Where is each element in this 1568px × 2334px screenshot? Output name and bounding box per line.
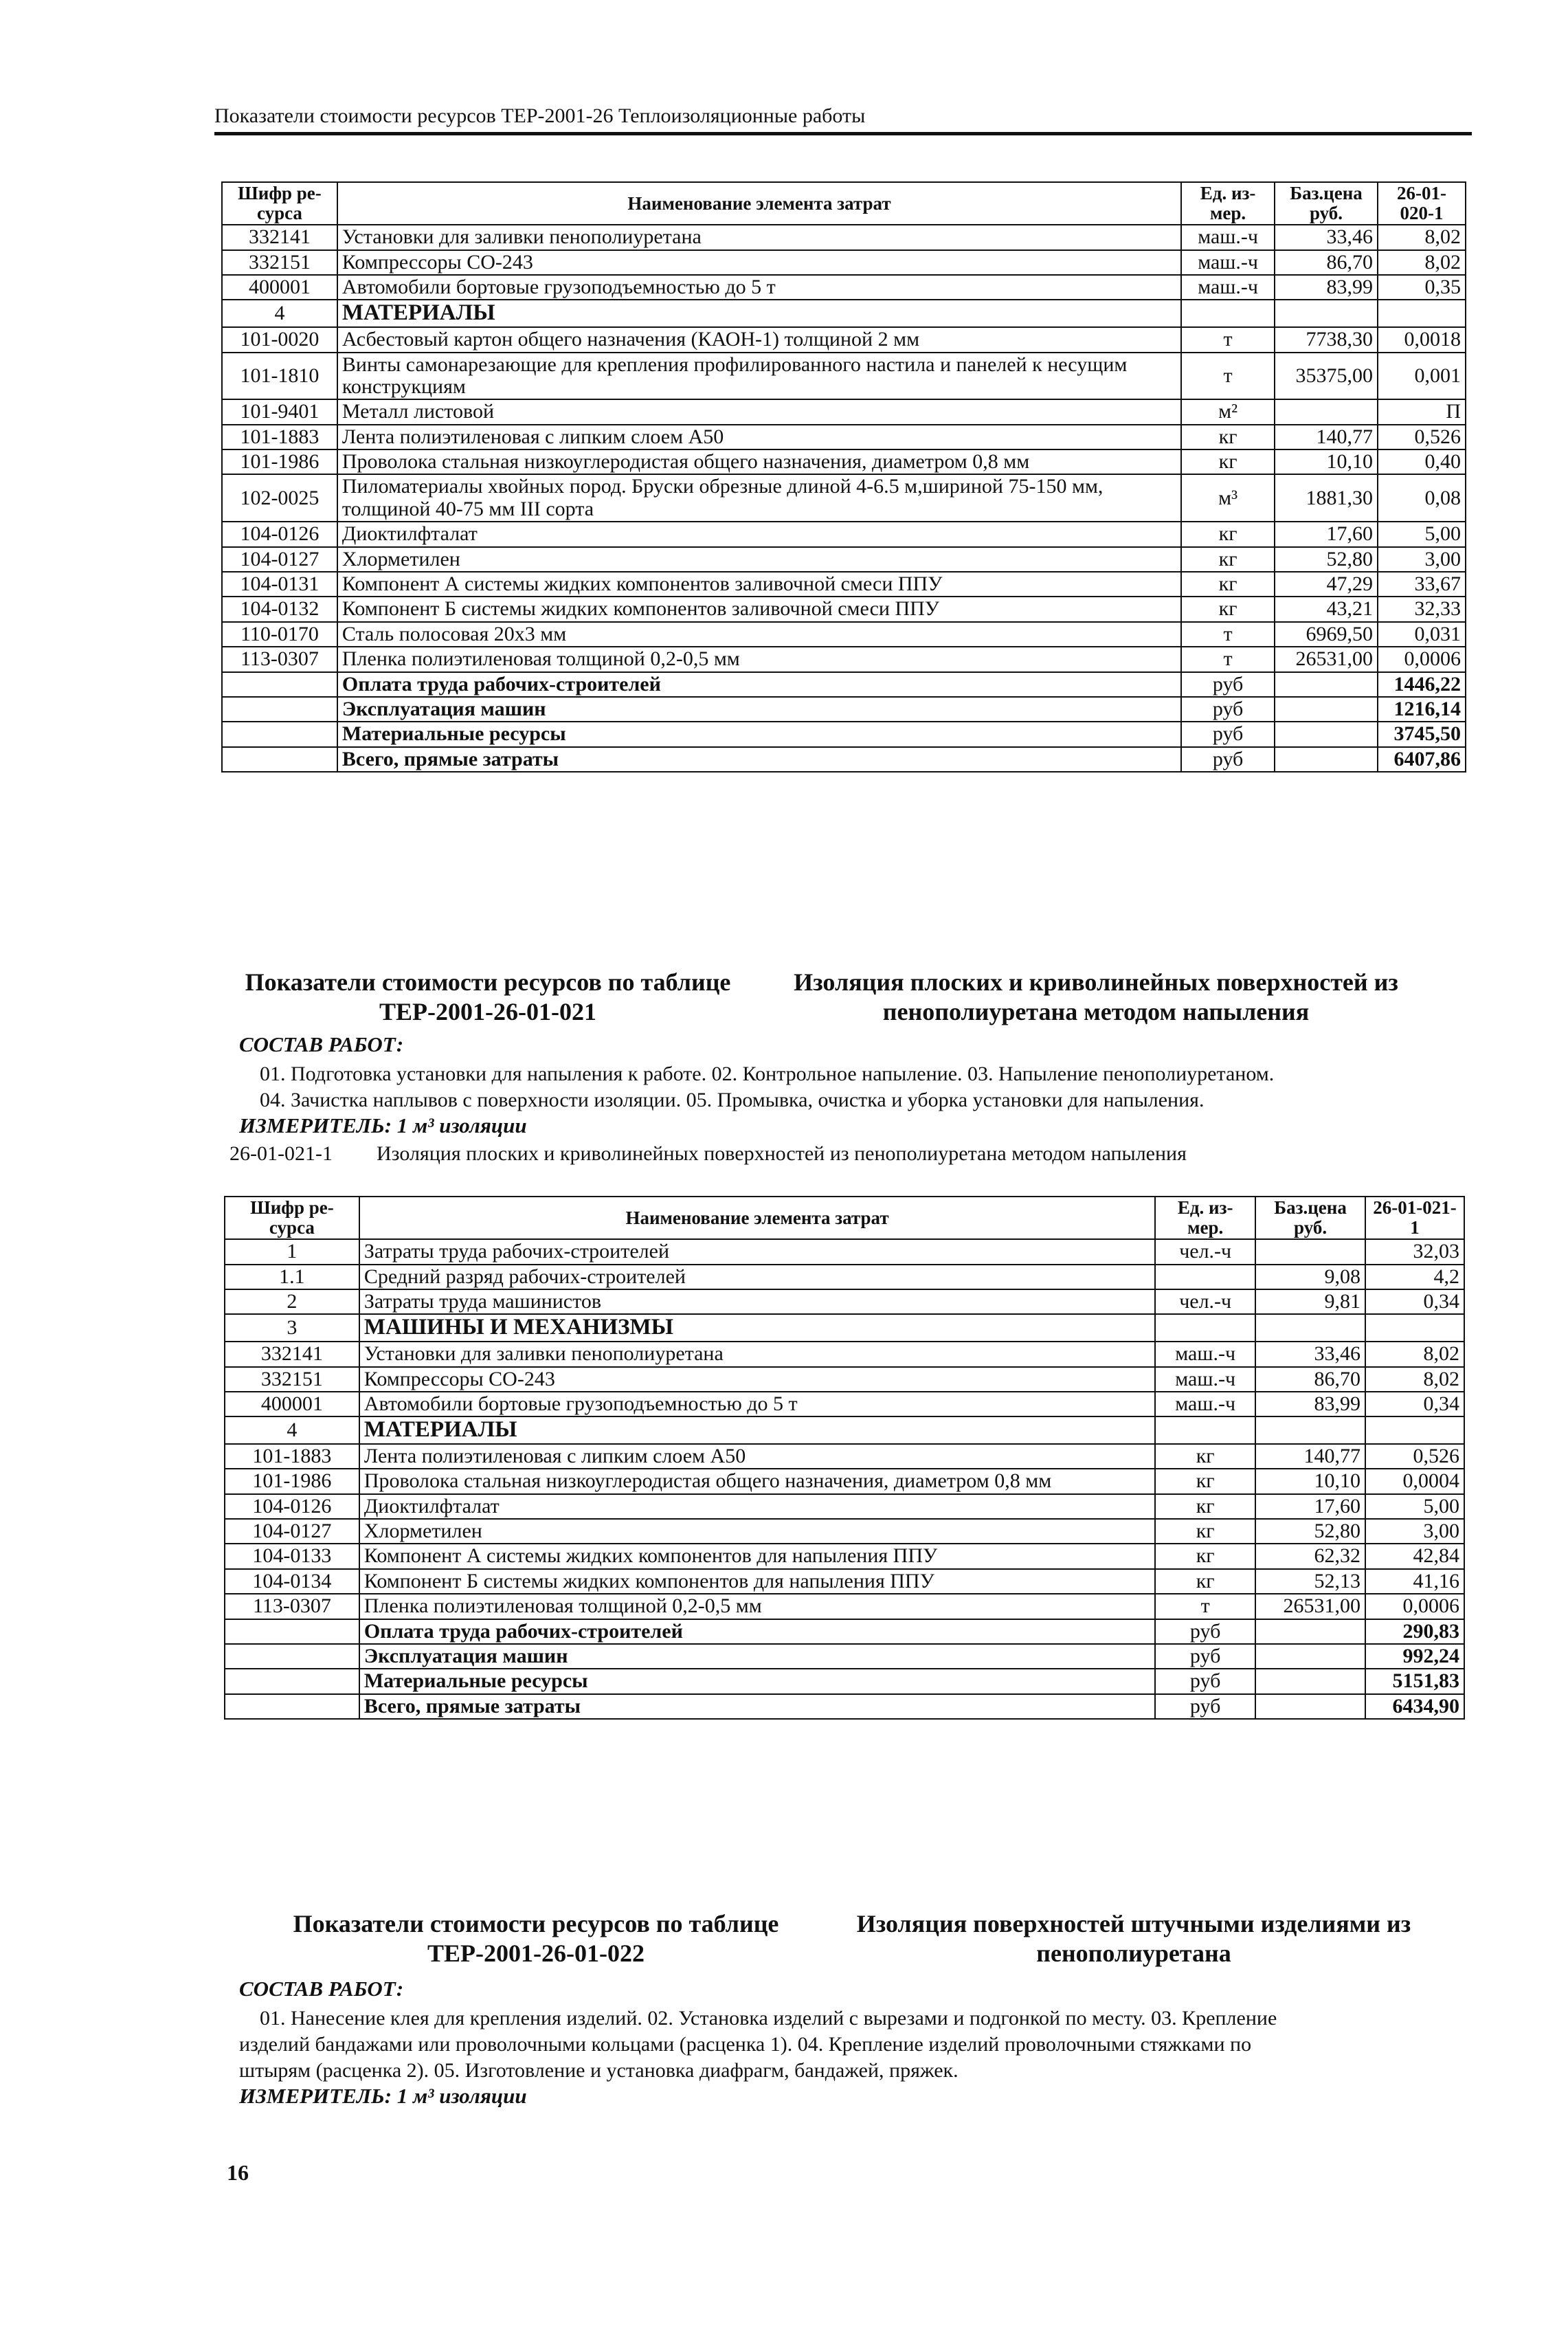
cell-unit: т bbox=[1181, 647, 1275, 671]
resource-table-26-01-021 bbox=[224, 1196, 1465, 1720]
section-row bbox=[225, 1416, 1464, 1444]
section-row bbox=[222, 300, 1466, 327]
cell-value: 5,00 bbox=[1365, 1494, 1464, 1519]
cell-name: Компонент Б системы жидких компонентов заливочной смеси ППУ bbox=[337, 597, 1181, 621]
block2-izmeritel: ИЗМЕРИТЕЛЬ: 1 м³ изоляции bbox=[239, 1113, 527, 1137]
cell-name: Металл листовой bbox=[337, 399, 1181, 424]
cell-code: 332141 bbox=[225, 1342, 359, 1366]
cell-code: 104-0127 bbox=[225, 1519, 359, 1544]
cell-value: 0,34 bbox=[1365, 1392, 1464, 1416]
table-row bbox=[222, 225, 1466, 249]
cell-name: Компонент А системы жидких компонентов заливочной смеси ППУ bbox=[337, 572, 1181, 597]
cell-name: Оплата труда рабочих-строителей bbox=[337, 672, 1181, 697]
cell-code: 101-1986 bbox=[225, 1469, 359, 1493]
cell-name: Эксплуатация машин bbox=[337, 697, 1181, 722]
cell-code bbox=[222, 722, 337, 746]
page-header: Показатели стоимости ресурсов ТЕР-2001-26 Теплоизоляционные работы bbox=[214, 104, 1472, 135]
cell-unit: т bbox=[1181, 622, 1275, 647]
table-row bbox=[225, 1289, 1464, 1314]
cell-code: 104-0132 bbox=[222, 597, 337, 621]
cell-price bbox=[1275, 697, 1378, 722]
cell-code: 4 bbox=[222, 300, 337, 327]
table-row bbox=[222, 399, 1466, 424]
cell-value: 8,02 bbox=[1378, 225, 1466, 249]
cell-price: 17,60 bbox=[1275, 522, 1378, 546]
cell-value bbox=[1365, 1416, 1464, 1444]
cell-name: Компонент Б системы жидких компонентов для напыления ППУ bbox=[359, 1569, 1155, 1594]
resource-table-26-01-020 bbox=[221, 181, 1466, 773]
cell-price: 9,08 bbox=[1255, 1265, 1365, 1289]
cell-unit: кг bbox=[1155, 1519, 1255, 1544]
summary-row bbox=[222, 697, 1466, 722]
cell-name: Хлорметилен bbox=[359, 1519, 1155, 1544]
cell-value: 1446,22 bbox=[1378, 672, 1466, 697]
cell-price: 10,10 bbox=[1255, 1469, 1365, 1493]
cell-name: Сталь полосовая 20х3 мм bbox=[337, 622, 1181, 647]
block3-works-line-1: 01. Нанесение клея для крепления изделий. 02. Установка изделий с вырезами и подгонкой по месту. 03. Крепление bbox=[260, 2007, 1277, 2030]
summary-row bbox=[225, 1694, 1464, 1719]
cell-value: П bbox=[1378, 399, 1466, 424]
cell-unit bbox=[1155, 1265, 1255, 1289]
cell-value: 0,0018 bbox=[1378, 327, 1466, 352]
cell-unit: маш.-ч bbox=[1181, 250, 1275, 275]
cell-value: 33,67 bbox=[1378, 572, 1466, 597]
cell-price bbox=[1275, 747, 1378, 772]
cell-price: 6969,50 bbox=[1275, 622, 1378, 647]
cell-value: 0,526 bbox=[1365, 1444, 1464, 1469]
table-row bbox=[222, 353, 1466, 400]
block3-izmeritel: ИЗМЕРИТЕЛЬ: 1 м³ изоляции bbox=[239, 2084, 527, 2108]
cell-price bbox=[1255, 1669, 1365, 1693]
cell-price bbox=[1255, 1619, 1365, 1644]
col-header-name: Наименование элемента затрат bbox=[359, 1197, 1155, 1239]
cell-unit: маш.-ч bbox=[1155, 1342, 1255, 1366]
cell-value: 0,031 bbox=[1378, 622, 1466, 647]
table-header-row bbox=[225, 1197, 1464, 1239]
cell-name: Оплата труда рабочих-строителей bbox=[359, 1619, 1155, 1644]
cell-unit: кг bbox=[1155, 1469, 1255, 1493]
cell-price: 86,70 bbox=[1275, 250, 1378, 275]
cell-price: 86,70 bbox=[1255, 1367, 1365, 1392]
table-row bbox=[222, 449, 1466, 474]
cell-code: 104-0134 bbox=[225, 1569, 359, 1594]
cell-code: 101-0020 bbox=[222, 327, 337, 352]
cell-name: Материальные ресурсы bbox=[359, 1669, 1155, 1693]
block2-title-right: Изоляция плоских и криволинейных поверхностей из пенополиуретана методом напыления bbox=[794, 968, 1398, 1026]
cell-price: 9,81 bbox=[1255, 1289, 1365, 1314]
table-row bbox=[222, 547, 1466, 572]
cell-unit: руб bbox=[1181, 672, 1275, 697]
cell-value bbox=[1365, 1314, 1464, 1342]
cell-value: 8,02 bbox=[1365, 1367, 1464, 1392]
cell-name: Диоктилфталат bbox=[337, 522, 1181, 546]
cell-price: 33,46 bbox=[1275, 225, 1378, 249]
cell-unit: кг bbox=[1155, 1569, 1255, 1594]
cell-name: Компрессоры СО-243 bbox=[359, 1367, 1155, 1392]
cell-unit: кг bbox=[1181, 597, 1275, 621]
table-row bbox=[222, 622, 1466, 647]
cell-unit: руб bbox=[1155, 1694, 1255, 1719]
cell-code: 101-1883 bbox=[222, 425, 337, 449]
cell-code: 110-0170 bbox=[222, 622, 337, 647]
cell-price: 43,21 bbox=[1275, 597, 1378, 621]
cell-price: 52,13 bbox=[1255, 1569, 1365, 1594]
cell-price: 10,10 bbox=[1275, 449, 1378, 474]
cell-value: 0,001 bbox=[1378, 353, 1466, 400]
cell-name: Всего, прямые затраты bbox=[359, 1694, 1155, 1719]
cell-price: 140,77 bbox=[1255, 1444, 1365, 1469]
block2-works-line-1: 01. Подготовка установки для напыления к работе. 02. Контрольное напыление. 03. Напыление пенополиуретаном. bbox=[260, 1063, 1275, 1085]
col-header-value: 26-01-021-1 bbox=[1365, 1197, 1464, 1239]
block2-item-code: 26-01-021-1 bbox=[229, 1142, 333, 1165]
cell-name: Пленка полиэтиленовая толщиной 0,2-0,5 мм bbox=[359, 1594, 1155, 1619]
cell-code: 104-0131 bbox=[222, 572, 337, 597]
col-header-code: Шифр ре-сурса bbox=[225, 1197, 359, 1239]
cell-name: Материальные ресурсы bbox=[337, 722, 1181, 746]
table-row bbox=[225, 1265, 1464, 1289]
cell-name: МАТЕРИАЛЫ bbox=[337, 300, 1181, 327]
table-row bbox=[225, 1569, 1464, 1594]
cell-code: 332151 bbox=[225, 1367, 359, 1392]
cell-name: Установки для заливки пенополиуретана bbox=[359, 1342, 1155, 1366]
cell-value: 5151,83 bbox=[1365, 1669, 1464, 1693]
cell-value: 8,02 bbox=[1365, 1342, 1464, 1366]
cell-price: 52,80 bbox=[1275, 547, 1378, 572]
cell-unit: руб bbox=[1181, 747, 1275, 772]
cell-value: 6434,90 bbox=[1365, 1694, 1464, 1719]
cell-unit: кг bbox=[1155, 1544, 1255, 1568]
cell-price: 83,99 bbox=[1255, 1392, 1365, 1416]
cell-price bbox=[1255, 1314, 1365, 1342]
cell-value: 3,00 bbox=[1365, 1519, 1464, 1544]
cell-unit: маш.-ч bbox=[1181, 225, 1275, 249]
cell-code: 101-1883 bbox=[225, 1444, 359, 1469]
cell-price bbox=[1255, 1694, 1365, 1719]
section-row bbox=[225, 1314, 1464, 1342]
cell-unit: руб bbox=[1155, 1619, 1255, 1644]
cell-unit: маш.-ч bbox=[1155, 1367, 1255, 1392]
cell-code bbox=[225, 1619, 359, 1644]
cell-price bbox=[1275, 399, 1378, 424]
cell-name: Проволока стальная низкоуглеродистая общего назначения, диаметром 0,8 мм bbox=[337, 449, 1181, 474]
cell-code: 102-0025 bbox=[222, 474, 337, 522]
summary-row bbox=[225, 1619, 1464, 1644]
cell-unit: кг bbox=[1181, 522, 1275, 546]
page-number: 16 bbox=[227, 2160, 249, 2185]
table-row bbox=[222, 250, 1466, 275]
cell-price bbox=[1255, 1239, 1365, 1264]
cell-value: 0,34 bbox=[1365, 1289, 1464, 1314]
cell-value: 0,0006 bbox=[1378, 647, 1466, 671]
cell-name: Пиломатериалы хвойных пород. Бруски обрезные длиной 4-6.5 м,шириной 75-150 мм, толщиной 40-75 мм III сорта bbox=[337, 474, 1181, 522]
col-header-unit: Ед. из-мер. bbox=[1155, 1197, 1255, 1239]
cell-unit bbox=[1155, 1314, 1255, 1342]
cell-price: 33,46 bbox=[1255, 1342, 1365, 1366]
cell-value: 1216,14 bbox=[1378, 697, 1466, 722]
table-row bbox=[225, 1342, 1464, 1366]
cell-value: 0,40 bbox=[1378, 449, 1466, 474]
cell-code: 101-9401 bbox=[222, 399, 337, 424]
table-row bbox=[222, 275, 1466, 300]
cell-value: 3745,50 bbox=[1378, 722, 1466, 746]
cell-name: МАШИНЫ И МЕХАНИЗМЫ bbox=[359, 1314, 1155, 1342]
block2-works-line-2: 04. Зачистка наплывов с поверхности изоляции. 05. Промывка, очистка и уборка установки для напыления. bbox=[260, 1089, 1205, 1111]
cell-name: Всего, прямые затраты bbox=[337, 747, 1181, 772]
cell-code: 332141 bbox=[222, 225, 337, 249]
cell-price: 7738,30 bbox=[1275, 327, 1378, 352]
cell-price: 26531,00 bbox=[1275, 647, 1378, 671]
block2-item-name: Изоляция плоских и криволинейных поверхностей из пенополиуретана методом напыления bbox=[377, 1142, 1187, 1165]
cell-unit: чел.-ч bbox=[1155, 1289, 1255, 1314]
cell-price: 140,77 bbox=[1275, 425, 1378, 449]
cell-code: 1 bbox=[225, 1239, 359, 1264]
cell-unit: руб bbox=[1155, 1644, 1255, 1669]
summary-row bbox=[225, 1669, 1464, 1693]
cell-unit: руб bbox=[1155, 1669, 1255, 1693]
cell-price: 1881,30 bbox=[1275, 474, 1378, 522]
cell-code bbox=[225, 1644, 359, 1669]
cell-code: 104-0126 bbox=[225, 1494, 359, 1519]
cell-code bbox=[222, 672, 337, 697]
cell-value: 32,33 bbox=[1378, 597, 1466, 621]
cell-name: Винты самонарезающие для крепления профилированного настила и панелей к несущим конструкциям bbox=[337, 353, 1181, 400]
cell-name: Диоктилфталат bbox=[359, 1494, 1155, 1519]
col-header-name: Наименование элемента затрат bbox=[337, 182, 1181, 225]
cell-code: 113-0307 bbox=[222, 647, 337, 671]
table-row bbox=[225, 1594, 1464, 1619]
table-row bbox=[225, 1469, 1464, 1493]
cell-code: 104-0127 bbox=[222, 547, 337, 572]
summary-row bbox=[222, 672, 1466, 697]
cell-unit: маш.-ч bbox=[1181, 275, 1275, 300]
cell-value: 0,35 bbox=[1378, 275, 1466, 300]
col-header-price: Баз.цена руб. bbox=[1255, 1197, 1365, 1239]
block2-sostav-label: СОСТАВ РАБОТ: bbox=[239, 1032, 404, 1056]
cell-name: Лента полиэтиленовая с липким слоем А50 bbox=[337, 425, 1181, 449]
cell-unit: руб bbox=[1181, 722, 1275, 746]
table-header-row bbox=[222, 182, 1466, 225]
cell-unit: т bbox=[1181, 327, 1275, 352]
cell-code: 4 bbox=[225, 1416, 359, 1444]
table-row bbox=[222, 647, 1466, 671]
cell-code bbox=[225, 1694, 359, 1719]
cell-price bbox=[1275, 672, 1378, 697]
cell-name: Проволока стальная низкоуглеродистая общего назначения, диаметром 0,8 мм bbox=[359, 1469, 1155, 1493]
cell-code: 113-0307 bbox=[225, 1594, 359, 1619]
table-row bbox=[225, 1392, 1464, 1416]
col-header-unit: Ед. из-мер. bbox=[1181, 182, 1275, 225]
cell-value: 0,0004 bbox=[1365, 1469, 1464, 1493]
block3-title-right: Изоляция поверхностей штучными изделиями из пенополиуретана bbox=[856, 1910, 1411, 1968]
table-row bbox=[222, 522, 1466, 546]
cell-unit: м² bbox=[1181, 399, 1275, 424]
cell-value: 8,02 bbox=[1378, 250, 1466, 275]
cell-name: Средний разряд рабочих-строителей bbox=[359, 1265, 1155, 1289]
cell-value: 4,2 bbox=[1365, 1265, 1464, 1289]
cell-code: 3 bbox=[225, 1314, 359, 1342]
cell-value: 42,84 bbox=[1365, 1544, 1464, 1568]
table-row bbox=[222, 474, 1466, 522]
cell-unit: кг bbox=[1181, 449, 1275, 474]
cell-unit bbox=[1181, 300, 1275, 327]
cell-price: 83,99 bbox=[1275, 275, 1378, 300]
cell-name: Лента полиэтиленовая с липким слоем А50 bbox=[359, 1444, 1155, 1469]
table-row bbox=[225, 1494, 1464, 1519]
table-row bbox=[225, 1367, 1464, 1392]
cell-price bbox=[1255, 1644, 1365, 1669]
cell-unit: т bbox=[1155, 1594, 1255, 1619]
cell-name: Асбестовый картон общего назначения (КАОН-1) толщиной 2 мм bbox=[337, 327, 1181, 352]
cell-name: Затраты труда рабочих-строителей bbox=[359, 1239, 1155, 1264]
table-row bbox=[225, 1239, 1464, 1264]
cell-price: 17,60 bbox=[1255, 1494, 1365, 1519]
table-row bbox=[222, 597, 1466, 621]
cell-value: 6407,86 bbox=[1378, 747, 1466, 772]
cell-price: 52,80 bbox=[1255, 1519, 1365, 1544]
cell-name: Эксплуатация машин bbox=[359, 1644, 1155, 1669]
table-row bbox=[222, 425, 1466, 449]
cell-code: 400001 bbox=[225, 1392, 359, 1416]
table-row bbox=[222, 327, 1466, 352]
cell-price: 35375,00 bbox=[1275, 353, 1378, 400]
cell-unit: кг bbox=[1181, 547, 1275, 572]
cell-unit: кг bbox=[1155, 1494, 1255, 1519]
cell-price: 26531,00 bbox=[1255, 1594, 1365, 1619]
cell-unit: чел.-ч bbox=[1155, 1239, 1255, 1264]
cell-price bbox=[1275, 722, 1378, 746]
cell-name: Автомобили бортовые грузоподъемностью до 5 т bbox=[337, 275, 1181, 300]
table-row bbox=[222, 572, 1466, 597]
cell-name: Хлорметилен bbox=[337, 547, 1181, 572]
cell-unit: кг bbox=[1155, 1444, 1255, 1469]
summary-row bbox=[222, 747, 1466, 772]
table-row bbox=[225, 1519, 1464, 1544]
summary-row bbox=[222, 722, 1466, 746]
cell-code: 332151 bbox=[222, 250, 337, 275]
col-header-value: 26-01-020-1 bbox=[1378, 182, 1466, 225]
cell-code: 101-1986 bbox=[222, 449, 337, 474]
cell-unit: кг bbox=[1181, 425, 1275, 449]
cell-unit: маш.-ч bbox=[1155, 1392, 1255, 1416]
cell-unit bbox=[1155, 1416, 1255, 1444]
cell-code: 104-0126 bbox=[222, 522, 337, 546]
col-header-code: Шифр ре-сурса bbox=[222, 182, 337, 225]
cell-price: 62,32 bbox=[1255, 1544, 1365, 1568]
cell-code: 2 bbox=[225, 1289, 359, 1314]
cell-name: Автомобили бортовые грузоподъемностью до 5 т bbox=[359, 1392, 1155, 1416]
cell-unit: руб bbox=[1181, 697, 1275, 722]
block3-works-line-2: изделий бандажами или проволочными кольцами (расценка 1). 04. Крепление изделий проволочными стяжками по bbox=[239, 2033, 1252, 2056]
col-header-price: Баз.цена руб. bbox=[1275, 182, 1378, 225]
cell-value: 992,24 bbox=[1365, 1644, 1464, 1669]
cell-code: 400001 bbox=[222, 275, 337, 300]
cell-name: Пленка полиэтиленовая толщиной 0,2-0,5 мм bbox=[337, 647, 1181, 671]
cell-code bbox=[222, 697, 337, 722]
cell-code: 101-1810 bbox=[222, 353, 337, 400]
cell-code: 104-0133 bbox=[225, 1544, 359, 1568]
cell-unit: м³ bbox=[1181, 474, 1275, 522]
block2-title-left: Показатели стоимости ресурсов по таблице ТЕР-2001-26-01-021 bbox=[245, 968, 731, 1026]
cell-code bbox=[225, 1669, 359, 1693]
cell-unit: т bbox=[1181, 353, 1275, 400]
cell-name: Затраты труда машинистов bbox=[359, 1289, 1155, 1314]
cell-value: 0,0006 bbox=[1365, 1594, 1464, 1619]
cell-name: Компрессоры СО-243 bbox=[337, 250, 1181, 275]
cell-value: 290,83 bbox=[1365, 1619, 1464, 1644]
cell-code: 1.1 bbox=[225, 1265, 359, 1289]
cell-value: 41,16 bbox=[1365, 1569, 1464, 1594]
cell-name: Компонент А системы жидких компонентов для напыления ППУ bbox=[359, 1544, 1155, 1568]
cell-value: 0,08 bbox=[1378, 474, 1466, 522]
cell-price bbox=[1275, 300, 1378, 327]
cell-value: 5,00 bbox=[1378, 522, 1466, 546]
cell-name: Установки для заливки пенополиуретана bbox=[337, 225, 1181, 249]
cell-code bbox=[222, 747, 337, 772]
block3-works-line-3: штырям (расценка 2). 05. Изготовление и установка диафрагм, бандажей, пряжек. bbox=[239, 2059, 959, 2082]
cell-price: 47,29 bbox=[1275, 572, 1378, 597]
cell-unit: кг bbox=[1181, 572, 1275, 597]
table-row bbox=[225, 1444, 1464, 1469]
cell-price bbox=[1255, 1416, 1365, 1444]
cell-value: 0,526 bbox=[1378, 425, 1466, 449]
block3-sostav-label: СОСТАВ РАБОТ: bbox=[239, 1977, 404, 2001]
cell-value: 3,00 bbox=[1378, 547, 1466, 572]
cell-value bbox=[1378, 300, 1466, 327]
table-row bbox=[225, 1544, 1464, 1568]
block3-title-left: Показатели стоимости ресурсов по таблице ТЕР-2001-26-01-022 bbox=[293, 1910, 779, 1968]
summary-row bbox=[225, 1644, 1464, 1669]
cell-name: МАТЕРИАЛЫ bbox=[359, 1416, 1155, 1444]
cell-value: 32,03 bbox=[1365, 1239, 1464, 1264]
